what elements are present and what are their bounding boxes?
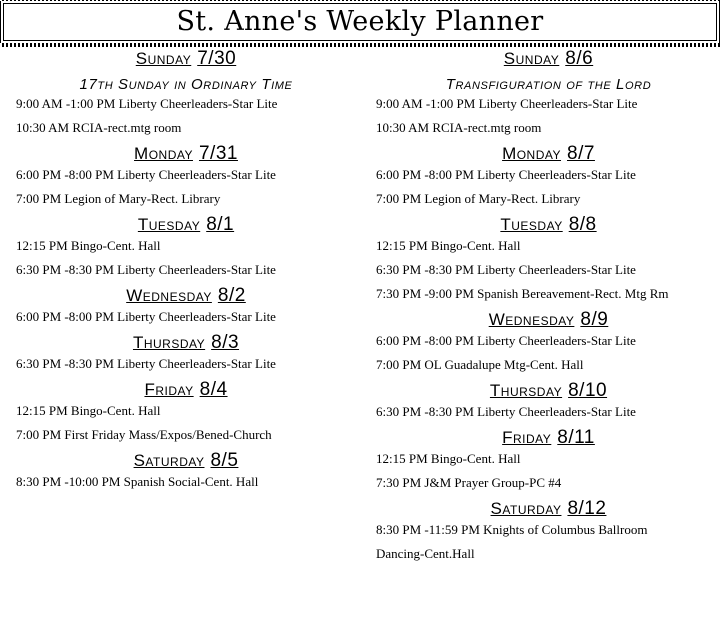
event-entry: 6:00 PM -8:00 PM Liberty Cheerleaders-Star Lite (376, 333, 636, 348)
event-entry: 8:30 PM -10:00 PM Spanish Social-Cent. Hall (16, 474, 259, 489)
day-name: Friday (144, 380, 194, 399)
day-heading (376, 143, 721, 166)
day-heading (16, 379, 356, 402)
event-entry: Dancing-Cent.Hall (376, 546, 475, 561)
day-date: 8/8 (568, 214, 597, 235)
day-heading (376, 498, 721, 521)
day-name: Saturday (490, 499, 562, 518)
day-name: Sunday (503, 49, 560, 68)
day-date: 8/6 (565, 48, 594, 69)
day-date: 8/11 (557, 427, 595, 448)
day-date: 8/9 (580, 309, 609, 330)
day-date: 8/2 (217, 285, 246, 306)
day-heading (376, 214, 721, 237)
spacer (16, 489, 356, 497)
day-name: Saturday (133, 451, 205, 470)
day-block-tuesday (376, 214, 721, 309)
feast-subtitle: 17th Sunday in Ordinary Time (79, 76, 293, 93)
event-entry: 6:30 PM -8:30 PM Liberty Cheerleaders-Star Lite (376, 404, 636, 419)
day-date: 8/4 (199, 379, 228, 400)
day-heading (376, 427, 721, 450)
event-entry: 6:00 PM -8:00 PM Liberty Cheerleaders-Star Lite (16, 309, 276, 324)
day-block-wednesday (16, 285, 356, 332)
left-column (16, 48, 356, 497)
event-entry: 12:15 PM Bingo-Cent. Hall (16, 238, 161, 253)
spacer (376, 206, 721, 214)
banner-border-top (0, 0, 722, 1)
day-block-thursday (16, 332, 356, 379)
spacer (376, 135, 721, 143)
day-heading (16, 214, 356, 237)
day-heading (16, 450, 356, 473)
spacer (376, 490, 721, 498)
day-block-tuesday (16, 214, 356, 285)
event-entry: 6:30 PM -8:30 PM Liberty Cheerleaders-Star Lite (16, 262, 276, 277)
spacer (16, 277, 356, 285)
event-entry: 12:15 PM Bingo-Cent. Hall (376, 451, 521, 466)
day-block-monday (16, 143, 356, 214)
day-block-saturday (16, 450, 356, 497)
day-block-wednesday (376, 309, 721, 380)
day-block-friday (376, 427, 721, 498)
event-entry: 6:30 PM -8:30 PM Liberty Cheerleaders-Star Lite (16, 356, 276, 371)
day-date: 8/10 (568, 380, 608, 401)
spacer (16, 442, 356, 450)
day-name: Friday (502, 428, 552, 447)
event-entry: 12:15 PM Bingo-Cent. Hall (16, 403, 161, 418)
day-date: 8/5 (210, 450, 239, 471)
day-heading (16, 143, 356, 166)
spacer (16, 371, 356, 379)
spacer (16, 324, 356, 332)
day-name: Monday (502, 144, 562, 163)
event-entry: 6:00 PM -8:00 PM Liberty Cheerleaders-Star Lite (376, 167, 636, 182)
page-title: St. Anne's Weekly Planner (176, 6, 544, 37)
event-entry: 9:00 AM -1:00 PM Liberty Cheerleaders-Star Lite (16, 96, 278, 111)
day-date: 8/12 (567, 498, 607, 519)
day-name: Wednesday (488, 310, 575, 329)
day-heading (376, 380, 721, 403)
spacer (376, 419, 721, 427)
day-name: Tuesday (137, 215, 201, 234)
event-entry: 6:30 PM -8:30 PM Liberty Cheerleaders-Star Lite (376, 262, 636, 277)
day-name: Wednesday (126, 286, 212, 305)
event-entry: 9:00 AM -1:00 PM Liberty Cheerleaders-Star Lite (376, 96, 638, 111)
day-date: 7/31 (198, 143, 238, 164)
day-block-saturday (376, 498, 721, 569)
event-entry: 7:30 PM J&M Prayer Group-PC #4 (376, 475, 562, 490)
day-name: Thursday (132, 333, 206, 352)
day-block-friday (16, 379, 356, 450)
day-heading (376, 48, 721, 71)
spacer (16, 135, 356, 143)
event-entry: 8:30 PM -11:59 PM Knights of Columbus Ballroom (376, 522, 648, 537)
day-heading (376, 309, 721, 332)
feast-subtitle: Transfiguration of the Lord (445, 76, 652, 93)
event-entry: 7:00 PM OL Guadalupe Mtg-Cent. Hall (376, 357, 584, 372)
spacer (376, 561, 721, 569)
spacer (376, 301, 721, 309)
day-block-sunday (376, 48, 721, 143)
day-date: 8/1 (206, 214, 235, 235)
day-block-sunday (16, 48, 356, 143)
day-name: Tuesday (500, 215, 563, 234)
spacer (16, 206, 356, 214)
event-entry: 7:00 PM Legion of Mary-Rect. Library (376, 191, 581, 206)
day-block-thursday (376, 380, 721, 427)
event-entry: 7:30 PM -9:00 PM Spanish Bereavement-Rect. Mtg Rm (376, 286, 669, 301)
day-date: 8/7 (567, 143, 595, 164)
event-entry: 7:00 PM First Friday Mass/Expos/Bened-Church (16, 427, 272, 442)
day-block-monday (376, 143, 721, 214)
day-name: Sunday (135, 49, 192, 68)
event-entry: 6:00 PM -8:00 PM Liberty Cheerleaders-Star Lite (16, 167, 276, 182)
event-entry: 10:30 AM RCIA-rect.mtg room (16, 120, 182, 135)
day-heading (16, 48, 356, 71)
title-banner (3, 3, 717, 41)
day-date: 8/3 (211, 332, 240, 353)
spacer (376, 372, 721, 380)
day-heading (16, 285, 356, 308)
event-entry: 7:00 PM Legion of Mary-Rect. Library (16, 191, 221, 206)
event-entry: 12:15 PM Bingo-Cent. Hall (376, 238, 521, 253)
banner-border-bottom (0, 43, 722, 47)
event-entry: 10:30 AM RCIA-rect.mtg room (376, 120, 542, 135)
right-column (376, 48, 721, 569)
day-heading (16, 332, 356, 355)
day-date: 7/30 (197, 48, 237, 69)
day-name: Monday (134, 144, 193, 163)
day-name: Thursday (489, 381, 563, 400)
